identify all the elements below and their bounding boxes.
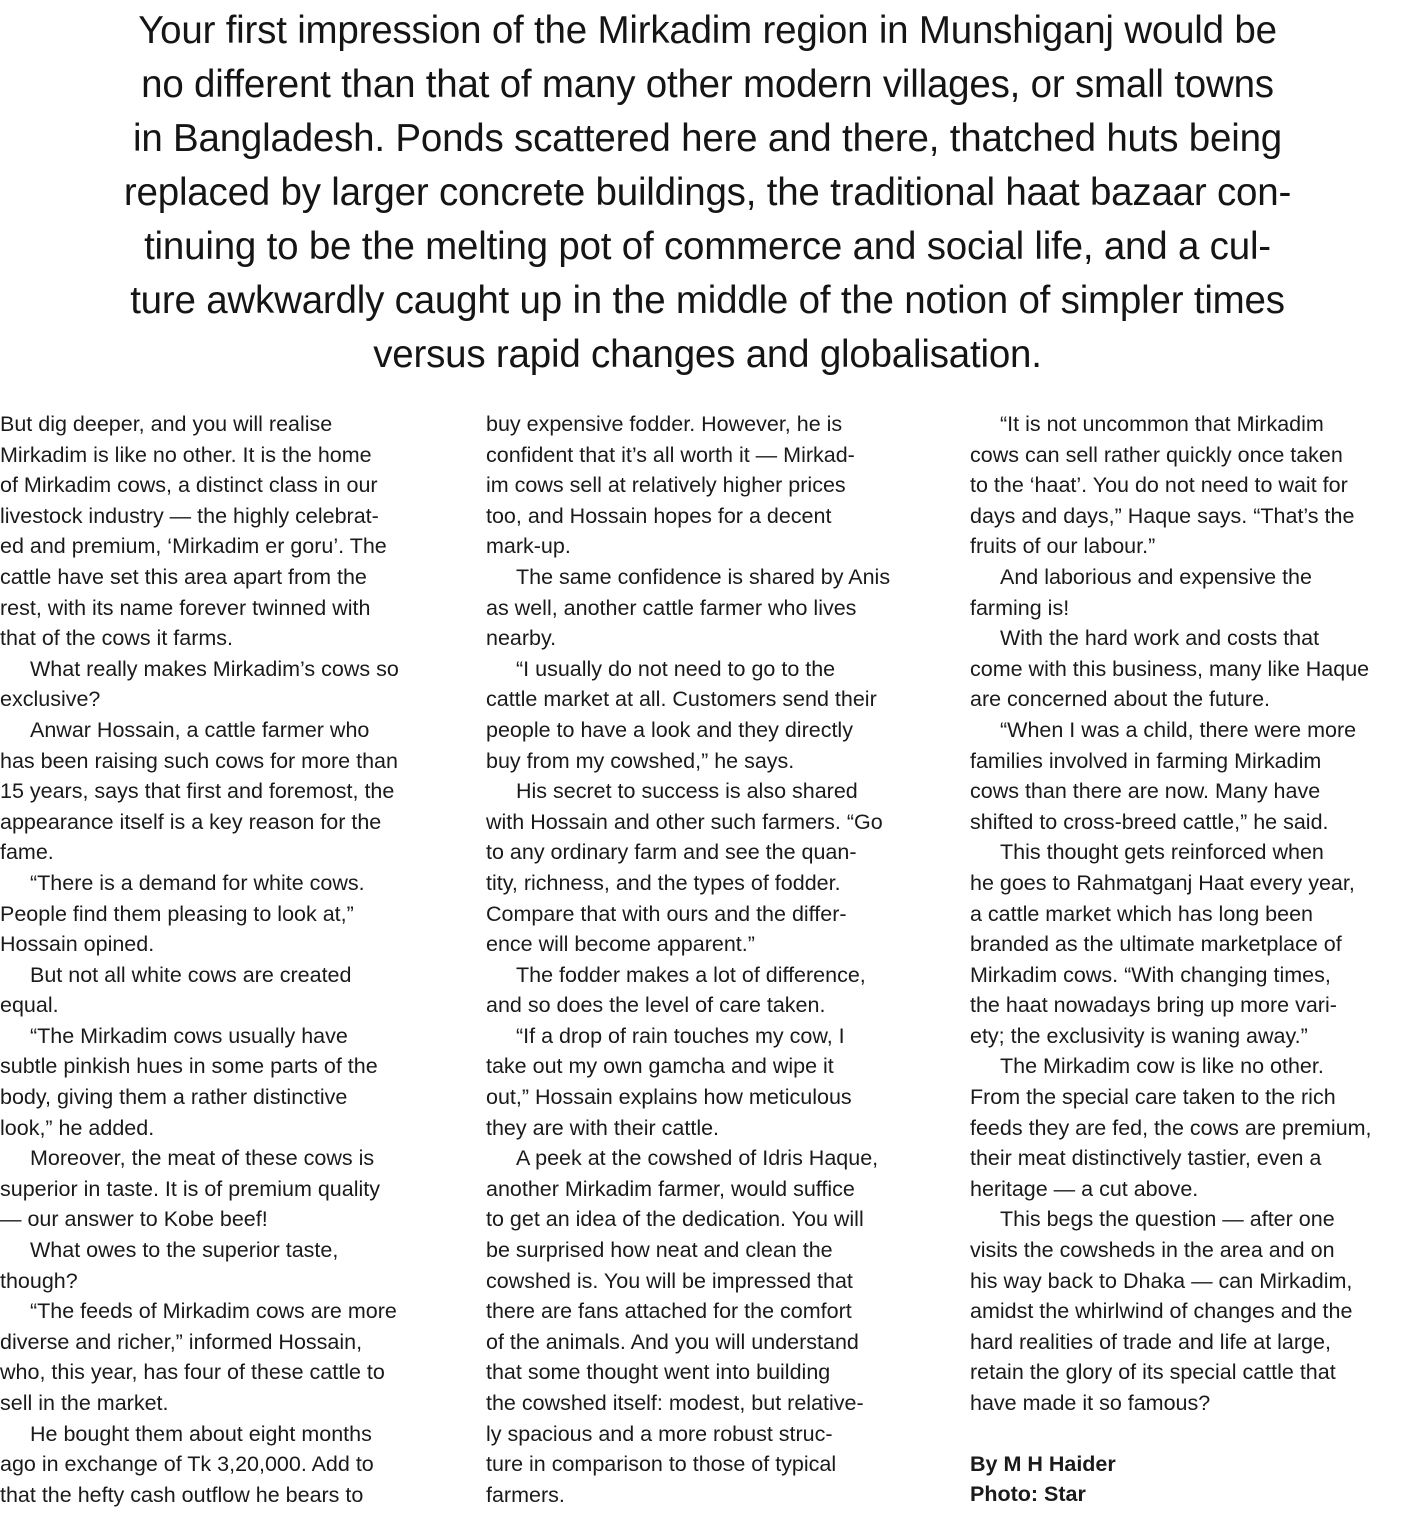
article-paragraph [0,960,445,1021]
article-paragraph [0,409,445,654]
text-line: to any ordinary farm and see the quan- [486,840,857,865]
article-paragraph [970,562,1415,623]
article-paragraph [0,868,445,960]
text-line: too, and Hossain hopes for a decent [486,503,832,528]
text-line: “When I was a child, there were more [1000,717,1357,742]
article-lede [60,4,1355,382]
text-line: He bought them about eight months [30,1421,372,1446]
text-line: are concerned about the future. [970,687,1271,712]
text-line: With the hard work and costs that [1000,626,1320,651]
text-line: though? [0,1268,78,1293]
text-line: their meat distinctively tastier, even a [970,1146,1322,1171]
lede-line: no different than that of many other modern villages, or small towns [141,63,1274,106]
text-line: From the special care taken to the rich [970,1085,1336,1110]
text-line: hard realities of trade and life at large, [970,1329,1331,1354]
photo-credit: Photo: Star [970,1482,1086,1507]
text-line: People find them pleasing to look at,” [0,901,354,926]
text-line: Compare that with ours and the differ- [486,901,847,926]
author-credit: By M H Haider [970,1451,1116,1476]
text-line: A peek at the cowshed of Idris Haque, [516,1146,879,1171]
text-line: days and days,” Haque says. “That’s the [970,503,1355,528]
text-line: ture in comparison to those of typical [486,1452,837,1477]
text-line: people to have a look and they directly [486,717,853,742]
text-line: the haat nowadays bring up more vari- [970,993,1337,1018]
text-line: cowshed is. You will be impressed that [486,1268,853,1293]
text-line: — our answer to Kobe beef! [0,1207,268,1232]
text-line: of the animals. And you will understand [486,1329,859,1354]
text-line: another Mirkadim farmer, would suffice [486,1176,855,1201]
text-line: branded as the ultimate marketplace of [970,932,1342,957]
text-line: cows than there are now. Many have [970,779,1321,804]
text-line: look,” he added. [0,1115,155,1140]
text-line: subtle pinkish hues in some parts of the [0,1054,378,1079]
lede-line: in Bangladesh. Ponds scattered here and there, thatched huts being [132,117,1283,160]
text-line: to get an idea of the dedication. You will [486,1207,864,1232]
text-line: Mirkadim cows. “With changing times, [970,962,1331,987]
text-line: that the hefty cash outflow he bears to [0,1482,364,1507]
text-line: come with this business, many like Haque [970,656,1370,681]
text-line: buy from my cowshed,” he says. [486,748,795,773]
text-line: sell in the market. [0,1391,169,1415]
text-line: Anwar Hossain, a cattle farmer who [30,717,370,742]
text-line: buy expensive fodder. However, he is [486,412,843,436]
text-line: a cattle market which has long been [970,901,1314,926]
article-paragraph [970,1051,1415,1204]
text-line: that of the cows it farms. [0,626,234,651]
article-paragraph [0,1143,445,1235]
text-line: What owes to the superior taste, [30,1238,339,1263]
byline [970,1449,1415,1510]
text-line: This begs the question — after one [1000,1207,1335,1232]
text-line: of Mirkadim cows, a distinct class in our [0,473,378,498]
text-line: they are with their cattle. [486,1115,720,1140]
article-paragraph [970,1204,1415,1418]
text-line: confident that it’s all worth it — Mirkad- [486,442,855,467]
text-line: body, giving them a rather distinctive [0,1085,348,1110]
text-line: diverse and richer,” informed Hossain, [0,1329,363,1354]
text-line: livestock industry — the highly celebrat- [0,503,379,528]
lede-line: Your first impression of the Mirkadim region in Munshiganj would be [138,9,1277,52]
article-column-3 [970,409,1415,1510]
article-paragraph [970,715,1415,837]
text-line: ety; the exclusivity is waning away.” [970,1023,1308,1048]
text-line: But not all white cows are created [30,962,352,987]
article-paragraph [0,1419,445,1511]
text-line: superior in taste. It is of premium quality [0,1176,380,1201]
text-line: that some thought went into building [486,1360,831,1385]
article-paragraph [486,1143,931,1510]
text-line: as well, another cattle farmer who lives [486,595,857,620]
text-line: he goes to Rahmatganj Haat every year, [970,870,1355,895]
text-line: tity, richness, and the types of fodder. [486,870,841,895]
text-line: cattle market at all. Customers send their [486,687,877,712]
text-line: ago in exchange of Tk 3,20,000. Add to [0,1452,374,1477]
text-line: out,” Hossain explains how meticulous [486,1085,852,1110]
article-paragraph [486,960,931,1021]
text-line: fame. [0,840,54,865]
text-line: What really makes Mirkadim’s cows so [30,656,399,681]
text-line: “The feeds of Mirkadim cows are more [30,1299,397,1324]
text-line: have made it so famous? [970,1391,1211,1415]
text-line: who, this year, has four of these cattle to [0,1360,385,1385]
text-line: The Mirkadim cow is like no other. [1000,1054,1324,1079]
text-line: But dig deeper, and you will realise [0,412,333,436]
text-line: “If a drop of rain touches my cow, I [516,1023,845,1048]
text-line: feeds they are fed, the cows are premium, [970,1115,1372,1140]
text-line: The same confidence is shared by Anis [516,564,891,589]
article-paragraph [486,562,931,654]
text-line: retain the glory of its special cattle that [970,1360,1336,1385]
text-line: shifted to cross-breed cattle,” he said. [970,809,1329,834]
article-column-2 [486,409,931,1510]
text-line: his way back to Dhaka — can Mirkadim, [970,1268,1353,1293]
text-line: to the ‘haat’. You do not need to wait for [970,473,1348,498]
text-line: His secret to success is also shared [516,779,858,804]
article-paragraph [0,654,445,715]
text-line: rest, with its name forever twinned with [0,595,371,620]
text-line: amidst the whirlwind of changes and the [970,1299,1353,1324]
text-line: ed and premium, ‘Mirkadim er goru’. The [0,534,387,559]
text-line: ence will become apparent.” [486,932,755,957]
text-line: cows can sell rather quickly once taken [970,442,1343,467]
text-line: visits the cowsheds in the area and on [970,1238,1335,1263]
text-line: fruits of our labour.” [970,534,1156,559]
text-line: “There is a demand for white cows. [30,870,365,895]
article-paragraph [0,1296,445,1418]
article-paragraph [970,409,1415,562]
lede-line: versus rapid changes and globalisation. [373,333,1042,376]
text-line: im cows sell at relatively higher prices [486,473,846,498]
text-line: the cowshed itself: modest, but relative- [486,1391,864,1415]
text-line: And laborious and expensive the [1000,564,1312,589]
article-paragraph [0,1235,445,1296]
article-column-1 [0,409,445,1510]
text-line: with Hossain and other such farmers. “Go [486,809,883,834]
article-paragraph [486,409,931,562]
text-line: there are fans attached for the comfort [486,1299,852,1324]
article-paragraph [0,715,445,868]
text-line: appearance itself is a key reason for the [0,809,382,834]
text-line: farming is! [970,595,1070,620]
text-line: has been raising such cows for more than [0,748,398,773]
article-paragraph [970,623,1415,715]
text-line: heritage — a cut above. [970,1176,1199,1201]
text-line: 15 years, says that first and foremost, the [0,779,395,804]
column-3-body [970,409,1415,1419]
lede-line: tinuing to be the melting pot of commerce and social life, and a cul- [144,225,1271,268]
text-line: This thought gets reinforced when [1000,840,1324,865]
text-line: “It is not uncommon that Mirkadim [1000,412,1324,436]
text-line: be surprised how neat and clean the [486,1238,833,1263]
text-line: Hossain opined. [0,932,155,957]
text-line: farmers. [486,1482,565,1507]
text-line: Moreover, the meat of these cows is [30,1146,375,1171]
text-line: take out my own gamcha and wipe it [486,1054,834,1079]
article-paragraph [970,837,1415,1051]
text-line: Mirkadim is like no other. It is the home [0,442,372,467]
article-paragraph [486,1021,931,1143]
text-line: exclusive? [0,687,101,712]
text-line: “The Mirkadim cows usually have [30,1023,348,1048]
article-paragraph [0,1021,445,1143]
article-paragraph [486,654,931,776]
text-line: ly spacious and a more robust struc- [486,1421,833,1446]
lede-line: replaced by larger concrete buildings, the traditional haat bazaar con- [123,171,1292,214]
text-line: and so does the level of care taken. [486,993,826,1018]
text-line: “I usually do not need to go to the [516,656,836,681]
text-line: cattle have set this area apart from the [0,564,367,589]
text-line: families involved in farming Mirkadim [970,748,1322,773]
article-paragraph [486,776,931,960]
text-line: mark-up. [486,534,571,559]
text-line: The fodder makes a lot of difference, [516,962,866,987]
lede-line: ture awkwardly caught up in the middle of the notion of simpler times [130,279,1285,322]
text-line: equal. [0,993,59,1018]
text-line: nearby. [486,626,557,651]
